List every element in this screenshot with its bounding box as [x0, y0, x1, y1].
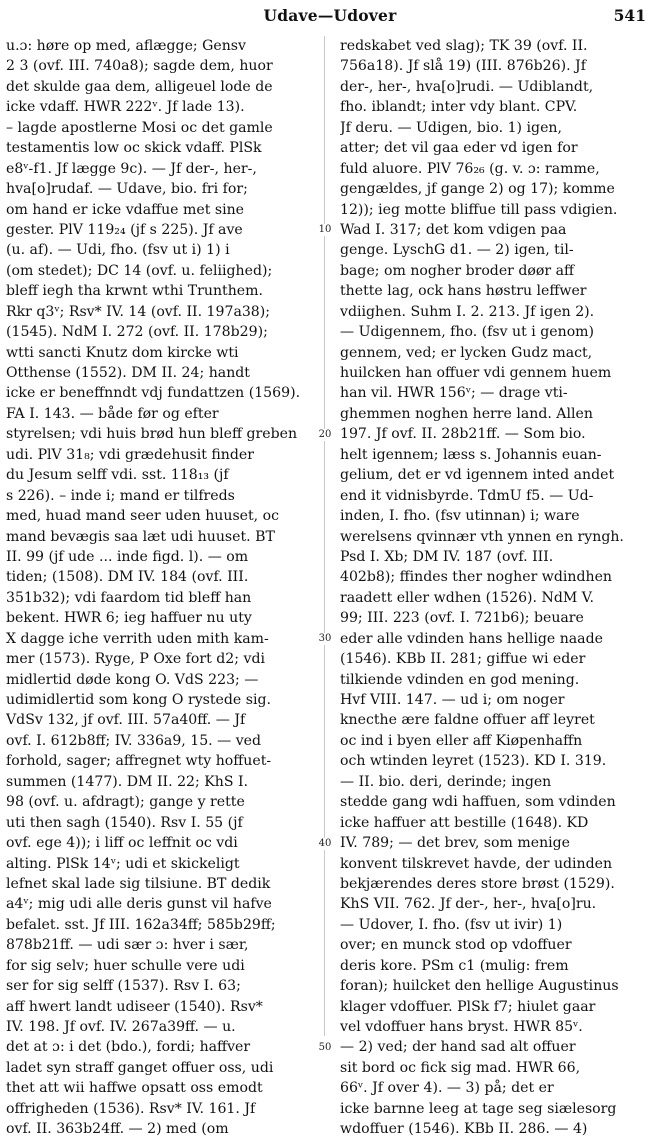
text-line: FA I. 143. — både før og efter: [6, 405, 219, 422]
text-line: mand bevægis saa læt udi huuset. BT: [6, 528, 275, 545]
text-line: thet att wii haffwe opsatt oss emodt: [6, 1080, 263, 1097]
text-line: VdSv 132, jf ovf. III. 57a40ff. — Jf: [6, 712, 246, 729]
text-line: hva[o]rudaf. — Udave, bio. fri for;: [6, 181, 248, 198]
text-line: ladet syn straff ganget offuer oss, udi: [6, 1059, 274, 1076]
text-line: ghemmen noghen herre land. Allen: [340, 405, 593, 422]
text-line: (u. af). — Udi, fho. (fsv ut i) 1) i: [6, 242, 230, 259]
text-line: Hvf VIII. 147. — ud i; om noger: [340, 692, 565, 708]
text-line: midlertid døde kong O. VdS 223; —: [6, 671, 259, 688]
text-line: Wad I. 317; det kom vdigen paa: [340, 221, 567, 238]
text-line: over; en munck stod op vdoffuer: [340, 937, 572, 954]
running-title: Udave—Udover: [263, 6, 397, 25]
text-line: alting. PlSk 14ᵛ; udi et skickeligt: [6, 855, 240, 872]
text-line: — Udigennem, fho. (fsv ut i genom): [340, 324, 595, 341]
text-line: icke er beneffnndt vdj fundattzen (1569).: [6, 385, 301, 402]
text-line: ovf. I. 612b8ff; IV. 336a9, 15. — ved: [6, 732, 262, 749]
text-line: med, huad mand seer uden huuset, oc: [6, 508, 280, 525]
left-column: [6, 36, 310, 1140]
text-line: foran); huilcket den hellige Augustinus: [340, 978, 619, 995]
text-line: wtti sancti Knutz dom kircke wti: [6, 344, 239, 361]
text-line: werelsens qvinnær vth ynnen en ryngh.: [340, 528, 624, 545]
text-line: tiden; (1508). DM IV. 184 (ovf. III.: [6, 569, 249, 586]
text-line: summen (1477). DM II. 22; KhS I.: [6, 773, 249, 790]
text-line: 2 3 (ovf. III. 740a8); sagde dem, huor: [6, 58, 273, 75]
text-line: du Jesum selff vdi. sst. 118₁₃ (jf: [6, 467, 229, 484]
text-line: fho. iblandt; inter vdy blant. CPV.: [340, 99, 578, 116]
text-line: Rkr q3ᵛ; Rsv* IV. 14 (ovf. II. 197a38);: [6, 303, 271, 320]
text-line: huilcken han offuer vdi gennem huem: [340, 365, 612, 381]
text-line: genge. LyschG d1. — 2) igen, til-: [340, 242, 574, 259]
text-line: ovf. ege 4)); i liff oc leffnit oc vdi: [6, 835, 238, 852]
text-line: 12)); ieg motte bliffue till pass vdigien.: [340, 201, 618, 218]
text-line: IV. 198. Jf ovf. IV. 267a39ff. — u.: [6, 1019, 236, 1035]
line-number: 50: [315, 1042, 335, 1054]
line-number: 10: [315, 224, 335, 236]
text-line: stedde gang wdi haffuen, som vdinden: [340, 794, 616, 811]
text-line: bekjærendes deres store brøst (1529).: [340, 875, 615, 892]
text-line: tilkiende vdinden en god mening.: [340, 671, 580, 688]
line-number: 20: [315, 429, 335, 441]
text-line: mer (1573). Ryge, P Oxe fort d2; vdi: [6, 651, 265, 668]
text-line: (om stedet); DC 14 (ovf. u. feliighed);: [6, 262, 273, 279]
column-gutter: [310, 36, 338, 1054]
text-line: thette lag, ock hans høstru leffwer: [340, 283, 587, 300]
text-line: X dagge iche verrith uden mith kam-: [6, 630, 269, 647]
text-line: ser for sig selff (1537). Rsv I. 63;: [6, 978, 241, 995]
text-line: 197. Jf ovf. II. 28b21ff. — Som bio.: [340, 426, 586, 443]
text-line: (1546). KBb II. 281; giffue wi eder: [340, 651, 586, 668]
text-line: wdoffuer (1546). KBb II. 286. — 4): [340, 1121, 588, 1138]
running-header: [0, 6, 660, 28]
text-line: — II. bio. deri, derinde; ingen: [340, 773, 552, 790]
text-line: han vil. HWR 156ᵛ; — drage vti-: [340, 385, 568, 402]
text-line: eder alle vdinden hans hellige naade: [340, 630, 603, 647]
text-line: e8ᵛ-f1. Jf lægge 9c). — Jf der-, her-,: [6, 160, 257, 177]
text-line: 402b8); ffindes ther nogher wdindhen: [340, 569, 612, 586]
text-line: ovf. II. 363b24ff. — 2) med (om: [6, 1121, 229, 1138]
text-line: end it vidnisbyrde. TdmU f5. — Ud-: [340, 487, 594, 504]
text-line: Otthense (1552). DM II. 24; handt: [6, 365, 250, 381]
text-line: gester. PlV 119₂₄ (jf s 225). Jf ave: [6, 221, 243, 238]
text-line: for sig selv; huer schulle vere udi: [6, 957, 245, 974]
text-line: och wtinden leyret (1523). KD I. 319.: [340, 753, 607, 770]
text-line: raadett eller wdhen (1526). NdM V.: [340, 589, 594, 606]
text-line: det at ɔ: i det (bdo.), fordi; haffver: [6, 1039, 251, 1056]
text-line: knecthe ære faldne offuer aff leyret: [340, 712, 595, 729]
text-line: icke vdaff. HWR 222ᵛ. Jf lade 13).: [6, 99, 245, 116]
text-line: 66ᵛ. Jf over 4). — 3) på; det er: [340, 1080, 554, 1097]
text-line: det skulde gaa dem, alligeuel lode de: [6, 78, 273, 95]
text-line: s 226). – inde i; mand er tilfreds: [6, 487, 235, 504]
text-line: der-, her-, hva[o]rudi. — Udiblandt,: [340, 78, 594, 95]
text-line: — Udover, I. fho. (fsv ut ivir) 1): [340, 916, 563, 933]
text-line: offrigheden (1536). Rsv* IV. 161. Jf: [6, 1100, 256, 1117]
text-line: om hand er icke vdaffue met sine: [6, 201, 245, 218]
text-line: helt igennem; læss s. Johannis euan-: [340, 446, 602, 463]
text-line: uti then sagh (1540). Rsv I. 55 (jf: [6, 814, 243, 831]
text-line: gengældes, jf gange 2) og 17); komme: [340, 181, 615, 198]
text-line: bleff iegh tha krwnt wthi Trunthem.: [6, 283, 263, 300]
text-line: forhold, sager; affregnet wty hoffuet-: [6, 753, 272, 770]
line-number: 30: [315, 633, 335, 645]
text-line: konvent tilskrevet havde, der udinden: [340, 855, 613, 872]
text-line: udi. PlV 31₈; vdi grædehusit finder: [6, 446, 254, 463]
text-line: deris kore. PSm c1 (mulig: frem: [340, 957, 569, 974]
text-line: klager vdoffuer. PlSk f7; hiulet gaar: [340, 998, 596, 1015]
text-line: Jf deru. — Udigen, bio. 1) igen,: [340, 119, 562, 136]
text-line: u.ɔ: høre op med, aflægge; Gensv: [6, 38, 247, 54]
column-divider: [324, 36, 325, 1036]
text-line: (1545). NdM I. 272 (ovf. II. 178b29);: [6, 324, 268, 341]
text-line: oc ind i byen eller aff Kiøpenhaffn: [340, 732, 583, 749]
page-number: 541: [613, 6, 646, 25]
text-line: – lagde apostlerne Mosi oc det gamle: [6, 119, 273, 136]
text-line: befalet. sst. Jf III. 162a34ff; 585b29ff;: [6, 916, 276, 933]
text-line: sit bord oc fick sig mad. HWR 66,: [340, 1059, 581, 1076]
right-column: [340, 36, 654, 1140]
text-line: 98 (ovf. u. afdragt); gange y rette: [6, 794, 245, 811]
text-line: atter; det vil gaa eder vd igen for: [340, 140, 578, 157]
text-line: icke haffuer att bestille (1648). KD: [340, 814, 589, 831]
text-line: 878b21ff. — udi sær ɔ: hver i sær,: [6, 937, 249, 954]
text-line: gelium, det er vd igennem inted andet: [340, 467, 615, 484]
text-line: a4ᵛ; mig udi alle deris gunst vil hafve: [6, 896, 272, 913]
text-line: redskabet ved slag); TK 39 (ovf. II.: [340, 38, 588, 54]
text-line: icke barnne leeg at tage seg siælesorg: [340, 1100, 617, 1117]
text-line: lefnet skal lade sig tilsiune. BT dedik: [6, 875, 271, 892]
text-line: IV. 789; — det brev, som menige: [340, 835, 571, 852]
text-line: udimidlertid som kong O rystede sig.: [6, 692, 271, 708]
text-line: 99; III. 223 (ovf. I. 721b6); beuare: [340, 610, 584, 627]
text-line: styrelsen; vdi huis brød hun bleff greben: [6, 426, 298, 443]
text-line: KhS VII. 762. Jf der-, her-, hva[o]ru.: [340, 896, 597, 913]
text-line: vdiighen. Suhm I. 2. 213. Jf igen 2).: [340, 303, 595, 320]
text-line: II. 99 (jf ude ... inde figd. l). — om: [6, 548, 249, 565]
text-line: — 2) ved; der hand sad alt offuer: [340, 1039, 576, 1056]
text-line: aff hwert landt udiseer (1540). Rsv*: [6, 998, 263, 1015]
text-line: 351b32); vdi faardom tid bleff han: [6, 589, 252, 606]
text-line: inden, I. fho. (fsv utinnan) i; ware: [340, 508, 580, 525]
text-line: 756a18). Jf slå 19) (III. 876b26). Jf: [340, 58, 586, 75]
text-line: Psd I. Xb; DM IV. 187 (ovf. III.: [340, 548, 554, 565]
text-line: bage; om nogher broder døør aff: [340, 262, 575, 279]
text-line: fuld aluore. PlV 76₂₆ (g. v. ɔ: ramme,: [340, 160, 600, 177]
text-line: bekent. HWR 6; ieg haffuer nu uty: [6, 610, 252, 627]
text-line: testamentis low oc skick vdaff. PlSk: [6, 140, 262, 157]
text-line: vel vdoffuer hans bryst. HWR 85ᵛ.: [340, 1019, 583, 1035]
text-line: gennem, ved; er lycken Gudz mact,: [340, 344, 593, 361]
line-number: 40: [315, 838, 335, 850]
